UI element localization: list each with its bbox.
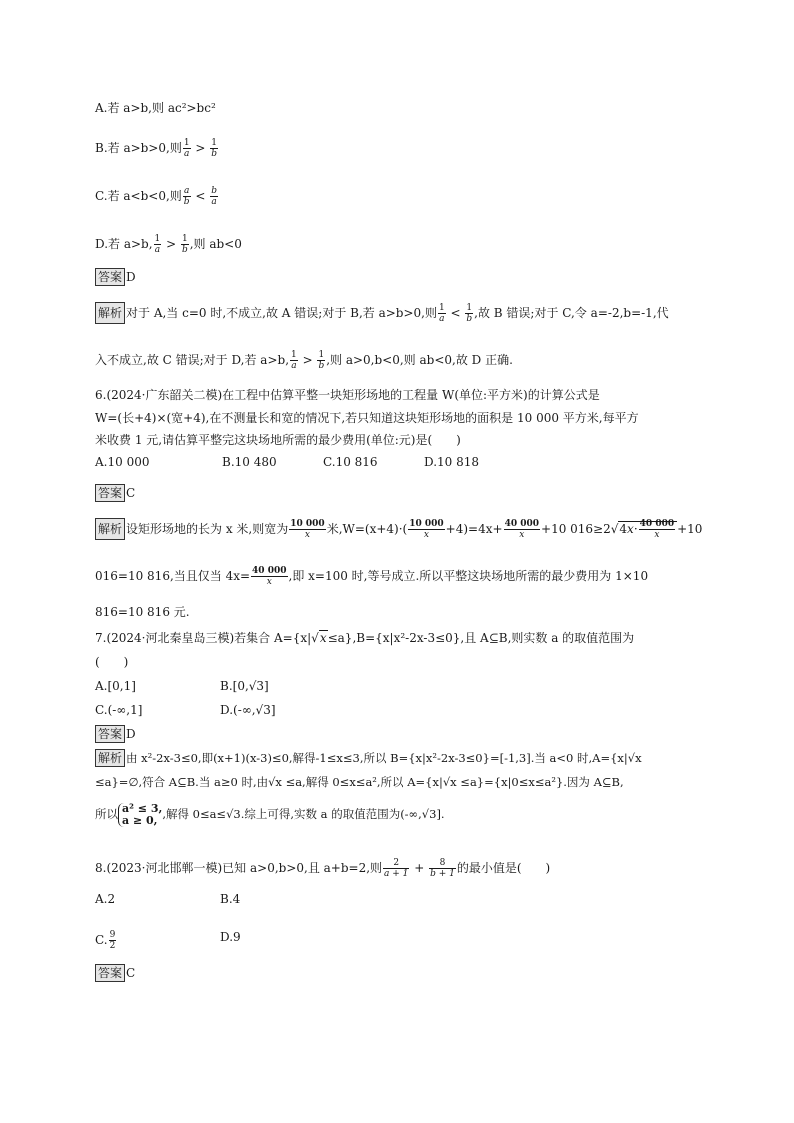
q7-answer-value: D (126, 727, 136, 741)
q5-answer (95, 268, 136, 286)
analysis-label: 解析 (95, 302, 125, 324)
q7-answer (95, 725, 136, 743)
q6-analysis-line3: 816=10 816 元. (95, 605, 190, 619)
text: 016=10 816,当且仅当 4x= (95, 569, 251, 583)
answer-label: 答案 (95, 964, 125, 982)
text: +10 016≥2 (541, 522, 611, 536)
text: +4)=4x+ (445, 522, 503, 536)
q6-analysis-line2 (95, 566, 648, 587)
q5-option-c-text: C.若 a<b<0,则 (95, 189, 182, 203)
text: 8.(2023·河北邯郸一模)已知 a>0,b>0,且 a+b=2,则 (95, 861, 383, 875)
fraction: $\frac{1}{a}$ (438, 303, 445, 324)
q8-option-c (95, 930, 117, 951)
q6-option-c: C.10 816 (323, 455, 378, 469)
q7-stem-line1 (95, 630, 634, 646)
fraction: $\frac{9}{2}$ (109, 930, 116, 951)
fraction: $\frac{40 000}{x}$ (504, 519, 540, 540)
q5-analysis-line1: 解析 对于 A,当 c=0 时,不成立,故 A 错误;对于 B,若 a>b>0,则 $\frac{1}{a}$ < $\frac{1}{b}$ ,故 B 错误;对于 C,令 a=-2,b=-1,代 (95, 302, 669, 324)
q6-option-d: D.10 818 (424, 455, 479, 469)
text: 所以 (95, 807, 118, 821)
q5-option-d: D.若 a>b, $\frac{1}{a}$ > $\frac{1}{b}$ ,则 ab<0 (95, 234, 242, 255)
fraction: $\frac{8}{b + 1}$ (430, 858, 455, 879)
fraction: $\frac{b}{a}$ (211, 186, 217, 207)
fraction: $\frac{2}{a + 1}$ (384, 858, 409, 879)
q5-option-c: C.若 a<b<0,则 $\frac{a}{b}$ < $\frac{b}{a}$ (95, 186, 217, 207)
q6-option-a: A.10 000 (95, 455, 150, 469)
fraction: $\frac{1}{b}$ (318, 350, 325, 371)
q8-answer-value: C (126, 966, 136, 980)
sqrt-expression: √x (311, 631, 327, 645)
fraction: $\frac{10 000}{x}$ (290, 519, 325, 540)
text: ,即 x=100 时,等号成立.所以平整这块场地所需的最少费用为 1×10 (288, 569, 649, 583)
q5-option-d-tail: ,则 ab<0 (189, 237, 242, 251)
q7-option-c: C.(-∞,1] (95, 703, 143, 717)
answer-label: 答案 (95, 484, 125, 502)
fraction: $\frac{1}{a}$ (291, 350, 297, 371)
q5-option-b-text: B.若 a>b>0,则 (95, 141, 182, 155)
q7-analysis-line1 (95, 749, 642, 767)
fraction: $\frac{1}{a}$ (183, 138, 190, 159)
text: 米,W=(x+4)·( (326, 522, 408, 536)
fraction: $\frac{1}{b}$ (466, 303, 473, 324)
q8-option-d: D.9 (220, 930, 241, 944)
q5-option-a: A.若 a>b,则 ac²>bc² (95, 101, 216, 115)
q6-answer-value: C (126, 486, 136, 500)
q8-stem: 8.(2023·河北邯郸一模)已知 a>0,b>0,且 a+b=2,则 $\frac{2}{a + 1}$ + $\frac{8}{b + 1}$ 的最小值是( ) (95, 858, 551, 879)
analysis-label: 解析 (95, 518, 125, 540)
answer-label: 答案 (95, 268, 125, 286)
q5-option-d-text: D.若 a>b, (95, 237, 153, 251)
fraction: $\frac{1}{a}$ (154, 234, 161, 255)
text: +10 (677, 522, 703, 536)
q6-stem-line2: W=(长+4)×(宽+4),在不测量长和宽的情况下,若只知道这块矩形场地的面积是 10 000 平方米,每平方 (95, 411, 639, 425)
q7-option-b: B.[0,√3] (220, 679, 269, 693)
text: ,解得 0≤a≤√3.综上可得,实数 a 的取值范围为(-∞,√3]. (162, 807, 445, 821)
q7-analysis-line3 (95, 803, 445, 827)
case-system: a² ≤ 3, a ≥ 0, (118, 803, 162, 827)
q6-analysis-line1 (95, 518, 702, 540)
q6-stem-line3: 米收费 1 元,请估算平整完这块场地所需的最少费用(单位:元)是( ) (95, 433, 461, 447)
q7-stem-line2: ( ) (95, 655, 129, 669)
text: ,故 B 错误;对于 C,令 a=-2,b=-1,代 (474, 306, 669, 320)
q6-stem-line1: 6.(2024·广东韶关二模)在工程中估算平整一块矩形场地的工程量 W(单位:平方米)的计算公式是 (95, 388, 600, 402)
q8-option-b: B.4 (220, 892, 241, 906)
sqrt-expression: √4x· $\frac{40 000}{x}$ (611, 519, 677, 540)
fraction: $\frac{1}{b}$ (181, 234, 188, 255)
fraction: $\frac{1}{b}$ (211, 138, 218, 159)
q7-option-a: A.[0,1] (95, 679, 136, 693)
q7-option-d: D.(-∞,√3] (220, 703, 276, 717)
q8-answer (95, 964, 135, 982)
text: 入不成立,故 C 错误;对于 D,若 a>b, (95, 353, 290, 367)
fraction: $\frac{10 000}{x}$ (409, 519, 444, 540)
text: 由 x²-2x-3≤0,即(x+1)(x-3)≤0,解得-1≤x≤3,所以 B={x|x²-2x-3≤0}=[-1,3].当 a<0 时,A={x|√x (126, 751, 642, 765)
q8-option-a: A.2 (95, 892, 116, 906)
q5-analysis-line2: 入不成立,故 C 错误;对于 D,若 a>b, $\frac{1}{a}$ > $\frac{1}{b}$ ,则 a>0,b<0,则 ab<0,故 D 正确. (95, 350, 513, 371)
text: ,则 a>0,b<0,则 ab<0,故 D 正确. (326, 353, 513, 367)
text: 设矩形场地的长为 x 米,则宽为 (126, 522, 289, 536)
q7-analysis-line2: ≤a}=∅,符合 A⊆B.当 a≥0 时,由√x ≤a,解得 0≤x≤a²,所以 A={x|√x ≤a}={x|0≤x≤a²}.因为 A⊆B, (95, 775, 624, 789)
text: 7.(2024·河北秦皇岛三模)若集合 A={x| (95, 631, 312, 645)
q5-option-b: B.若 a>b>0,则 $\frac{1}{a}$ > $\frac{1}{b}$ (95, 138, 218, 159)
text: 的最小值是( ) (456, 861, 551, 875)
text: 对于 A,当 c=0 时,不成立,故 A 错误;对于 B,若 a>b>0,则 (126, 306, 437, 320)
q6-answer (95, 484, 135, 502)
fraction: $\frac{a}{b}$ (183, 186, 190, 207)
q6-option-b: B.10 480 (222, 455, 277, 469)
fraction: $\frac{40 000}{x}$ (252, 566, 287, 587)
analysis-label: 解析 (95, 749, 125, 767)
q5-answer-value: D (126, 270, 136, 284)
text: C. (95, 933, 108, 947)
text: ≤a},B={x|x²-2x-3≤0},且 A⊆B,则实数 a 的取值范围为 (327, 631, 635, 645)
answer-label: 答案 (95, 725, 125, 743)
